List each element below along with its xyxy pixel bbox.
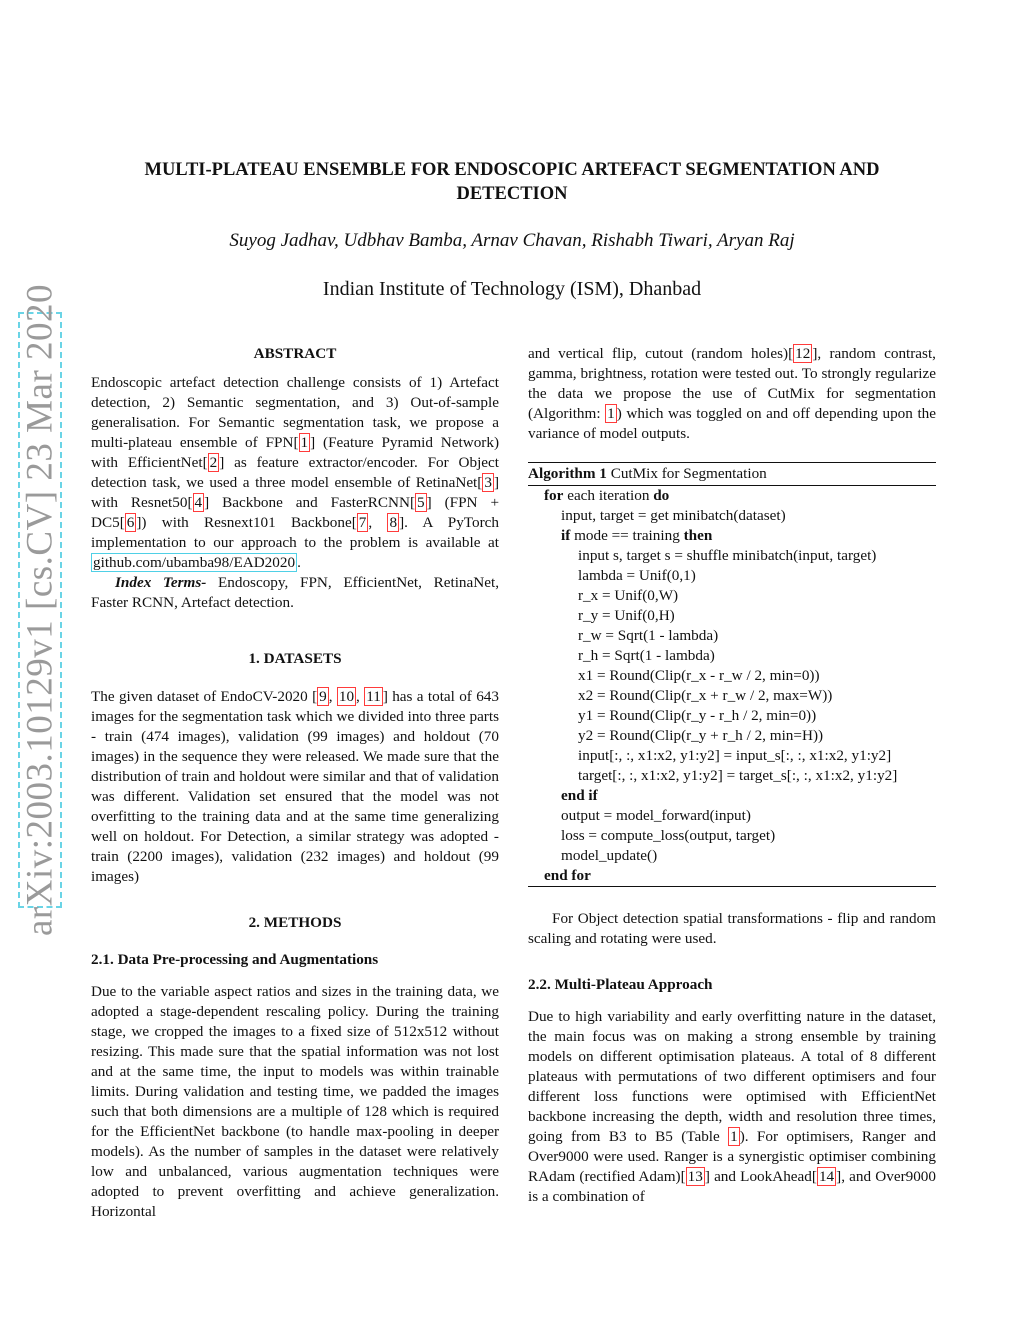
arxiv-stamp xyxy=(18,283,62,937)
algo-line xyxy=(528,526,936,546)
citation-link[interactable]: 3 xyxy=(484,474,492,491)
subsection-heading-2-2: 2.2. Multi-Plateau Approach xyxy=(528,976,713,993)
algo-text: mode == training xyxy=(570,527,684,544)
algo-keyword: for xyxy=(544,487,564,504)
abstract-span: Backbone and FasterRCNN xyxy=(209,494,410,511)
right-span: ) which was toggled on and off depending upon the variance of model outputs. xyxy=(528,405,937,442)
algo-keyword: if xyxy=(561,527,571,544)
citation-link[interactable]: 1 xyxy=(300,434,309,451)
algo-keyword: end if xyxy=(561,787,598,804)
citation-link[interactable]: 14 xyxy=(818,1168,835,1185)
algo-line: lambda = Unif(0,1) xyxy=(578,567,696,584)
paper-authors: Suyog Jadhav, Udbhav Bamba, Arnav Chavan, Rishabh Tiwari, Aryan Raj xyxy=(229,230,795,251)
paper-affiliation: Indian Institute of Technology (ISM), Dhanbad xyxy=(322,278,702,300)
datasets-span: ] has a total of 643 images for the segmentation task which we divided into three parts - train (474 images), validation (99 images) and holdout (70 images) in the sequence they were released. We made sure that the distribution of train and holdout were similar and that of validation was different. Validation set ensured that the model was not overfitting to the training data and at the same time generalizing well on holdout. For Detection, a similar strategy was adopted - train (2200 images), validation (232 images) and holdout (99 images) xyxy=(91,688,499,885)
preprocessing-text: Due to the variable aspect ratios and sizes in the training data, we adopted a stage-dependent rescaling policy. During the training stage, we cropped the images to a fixed size of 512x512 without resizing. This made sure that the spatial information was not lost and at the same time, the input to models was within trainable limits. During validation and testing time, we padded the images such that both dimensions are a multiple of 128 which is required for the EfficientNet backbone (to handle max-pooling in deeper models). As the number of samples in the dataset were relatively low and unbalanced, various augmentation techniques were adopted to prevent overfitting and achieve generalization. Horizontal xyxy=(91,983,499,1220)
augmentation-text: and vertical flip, cutout (random holes)[ 12 ], random contrast, gamma, brightness, rotation were tested out. To strongly regularize the data we propose the use of CutMix for segmentation (Algorithm: 1 ) which was toggled on and off depending upon the variance of model outputs. xyxy=(528,345,937,442)
abstract-span: . xyxy=(297,554,301,571)
datasets-heading: 1. DATASETS xyxy=(248,650,342,667)
index-terms xyxy=(91,573,499,613)
algo-line: input s, target s = shuffle minibatch(input, target) xyxy=(578,547,877,564)
abstract-span: ) with Resnext101 Backbone xyxy=(141,514,352,531)
multiplateau-text: Due to high variability and early overfitting nature in the dataset, the main focus was on making a strong ensemble by training models on different optimisation plateaus. A total of 8 different plateaus with permutations of two different optimisers and four different loss functions were optimised with EfficientNet backbone increasing the depth, width and resolution three times, going from B3 to B5 (Table 1 ). For optimisers, Ranger and Over9000 were used. Ranger is a synergistic optimiser combining RAdam (rectified Adam)[ 13 ] and LookAhead[ 14 ], and Over9000 is a combination of xyxy=(528,1008,936,1205)
methods-heading: 2. METHODS xyxy=(248,914,342,931)
detection-aug-text: For Object detection spatial transformations - flip and random scaling and rotating were used. xyxy=(528,910,936,947)
citation-link[interactable]: 13 xyxy=(687,1168,703,1185)
algo-line xyxy=(528,866,936,886)
abstract-text: Endoscopic artefact detection challenge consists of 1) Artefact detection, 2) Semantic segmentation, and 3) Out-of-sample generalisation. For Semantic segmentation task, we propose a multi-plateau ensemble of FPN[ 1 ] (Feature Pyramid Network) with EfficientNet[ 2 ] as feature extractor/encoder. For Object detection task, we used a three model ensemble of RetinaNet[ 3 ] with Resnet50[ 4 ] Backbone and FasterRCNN[ 5 ] (FPN + DC5[ 6 ]) with Resnext101 Backbone[ 7 , 8 ]. A PyTorch implementation to our approach to the problem is available at github.com/ubamba98/EAD2020 . xyxy=(91,374,500,571)
algorithm-label: Algorithm 1 xyxy=(528,465,607,482)
citation-link[interactable]: 12 xyxy=(795,345,811,362)
algo-line xyxy=(528,786,936,806)
citation-link[interactable]: 2 xyxy=(209,454,218,471)
index-terms-label: Index Terms- xyxy=(115,574,207,591)
citation-link[interactable]: 8 xyxy=(389,514,398,531)
algo-keyword: then xyxy=(683,527,713,544)
citation-link[interactable]: 9 xyxy=(319,688,327,705)
algo-line: target[:, :, x1:x2, y1:y2] = target_s[:, :, x1:x2, y1:y2] xyxy=(578,767,898,784)
subsection-heading-2-1: 2.1. Data Pre-processing and Augmentations xyxy=(91,951,379,968)
right-column xyxy=(528,344,936,1207)
citation-link[interactable]: 11 xyxy=(366,688,381,705)
algo-line: r_y = Unif(0,H) xyxy=(578,607,675,624)
abstract-span: with Resnet50 xyxy=(91,494,188,511)
abstract-span: (FPN + DC5 xyxy=(91,494,500,531)
right-span: , random contrast, gamma, brightness, rotation were tested out. To strongly regularize the data we propose the use of CutMix for segmentation (Algorithm: xyxy=(528,345,936,422)
table-ref-link[interactable]: 1 xyxy=(730,1128,738,1145)
algo-line: input, target = get minibatch(dataset) xyxy=(561,507,786,524)
abstract-span: . A PyTorch implementation to our approach to the problem is available at xyxy=(91,514,499,551)
algo-line xyxy=(528,486,936,506)
abstract-span: Endoscopic artefact detection challenge consists of 1) Artefact detection, 2) Semantic segmentation, and 3) Out-of-sample generalisation. For Semantic segmentation task, we propose a multi-plateau ensemble of FPN xyxy=(91,374,499,451)
algo-line: x2 = Round(Clip(r_x + r_w / 2, max=W)) xyxy=(578,687,833,704)
citation-link[interactable]: 10 xyxy=(338,688,355,705)
citation-link[interactable]: 4 xyxy=(194,494,203,511)
abstract-span: as feature extractor/encoder. For Object detection task, we used a three model ensemble of RetinaNet xyxy=(91,454,500,491)
algo-line: y2 = Round(Clip(r_y + r_h / 2, min=H)) xyxy=(578,727,824,744)
algorithm-header xyxy=(528,463,936,486)
right-span: ). For optimisers, Ranger and Over9000 were used. Ranger is a synergistic optimiser combining RAdam (rectified Adam) xyxy=(528,1128,936,1185)
index-terms-text: Endoscopy, FPN, EfficientNet, RetinaNet, Faster RCNN, Artefact detection. xyxy=(91,574,499,611)
arxiv-id: arXiv:2003.10129v1 [cs.CV] 23 Mar 2020 xyxy=(19,283,61,937)
citation-link[interactable]: 6 xyxy=(126,514,135,531)
algo-line: r_x = Unif(0,W) xyxy=(578,587,679,604)
algo-line: model_update() xyxy=(561,847,658,864)
algorithm-box xyxy=(528,462,936,887)
abstract-span: (Feature Pyramid Network) with EfficientNet xyxy=(91,434,500,471)
citation-link[interactable]: 5 xyxy=(417,494,425,511)
paper-title: MULTI-PLATEAU ENSEMBLE FOR ENDOSCOPIC ARTEFACT SEGMENTATION AND DETECTION xyxy=(144,160,880,204)
algorithm-title: CutMix for Segmentation xyxy=(606,465,767,482)
right-span: Due to high variability and early overfitting nature in the dataset, the main focus was on making a strong ensemble by training models on different optimisation plateaus. A total of 8 different plateaus with permutations of two different optimisers and four different loss functions were optimised with EfficientNet backbone increasing the depth, width and resolution three times, going from B3 to B5 (Table xyxy=(528,1008,936,1145)
github-link[interactable]: github.com/ubamba98/EAD2020 xyxy=(93,554,296,571)
algo-text: each iteration xyxy=(563,487,654,504)
algorithm-ref-link[interactable]: 1 xyxy=(607,405,615,422)
right-span: and vertical flip, cutout (random holes) xyxy=(528,345,789,362)
algo-line: r_w = Sqrt(1 - lambda) xyxy=(578,627,719,644)
algo-line: y1 = Round(Clip(r_y - r_h / 2, min=0)) xyxy=(578,707,817,724)
abstract-heading: ABSTRACT xyxy=(253,345,337,362)
algo-line: r_h = Sqrt(1 - lambda) xyxy=(578,647,715,664)
right-span: , and Over9000 is a combination of xyxy=(528,1168,936,1205)
datasets-text: The given dataset of EndoCV-2020 [ 9 , 10 , 11 ] has a total of 643 images for the segmentation task which we divided into three parts - train (474 images), validation (99 images) and holdout (70 images) in the sequence they were released. We made sure that the distribution of train and holdout were similar and that of validation was different. Validation set ensured that the model was not overfitting to the training data and at the same time generalizing well on holdout. For Detection, a similar strategy was adopted - train (2200 images), validation (232 images) and holdout (99 images) xyxy=(91,688,499,885)
algo-line: loss = compute_loss(output, target) xyxy=(561,827,776,844)
algo-line: x1 = Round(Clip(r_x - r_w / 2, min=0)) xyxy=(578,667,820,684)
citation-link[interactable]: 7 xyxy=(358,514,367,531)
algo-keyword: end for xyxy=(544,867,591,884)
left-column xyxy=(91,344,499,1222)
datasets-span: The given dataset of EndoCV-2020 [ xyxy=(91,688,318,705)
algo-line: input[:, :, x1:x2, y1:y2] = input_s[:, :, x1:x2, y1:y2] xyxy=(578,747,892,764)
right-span: and LookAhead xyxy=(709,1168,812,1185)
algo-line: output = model_forward(input) xyxy=(561,807,751,824)
algo-keyword: do xyxy=(653,487,670,504)
